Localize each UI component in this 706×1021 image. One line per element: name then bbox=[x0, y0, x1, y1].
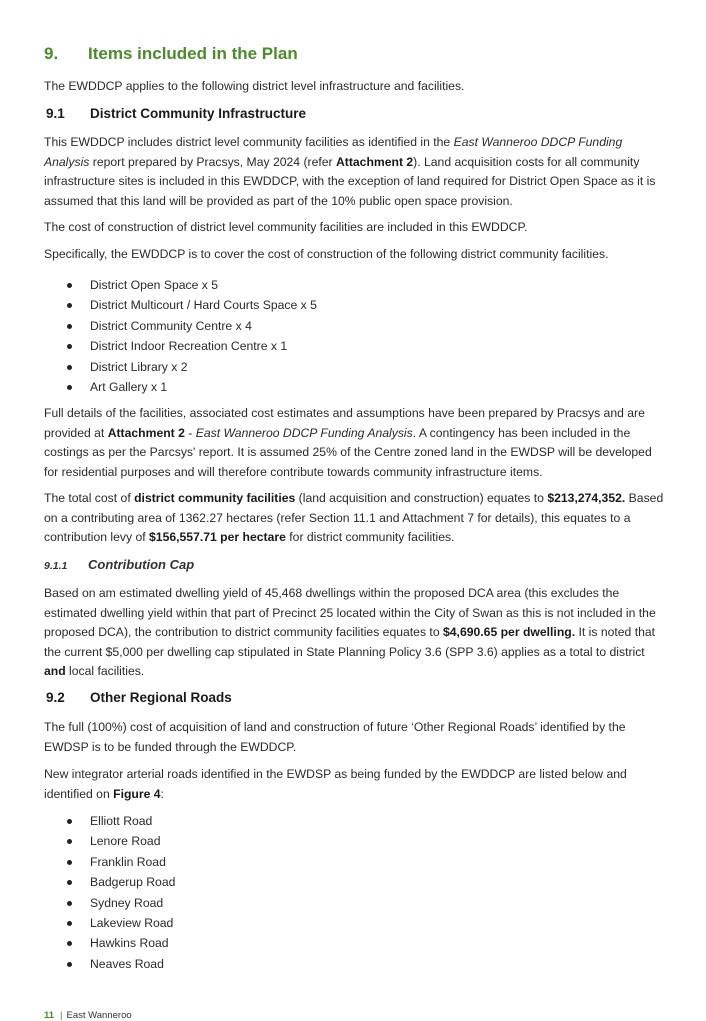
list-item-text: Lakeview Road bbox=[90, 915, 174, 930]
paragraph-contribution-cap bbox=[44, 584, 666, 682]
figure-ref: Figure 4 bbox=[113, 786, 161, 801]
list-item-text: Elliott Road bbox=[90, 814, 153, 828]
list-item-text: Art Gallery x 1 bbox=[90, 379, 168, 394]
list-item bbox=[44, 893, 175, 913]
bullet-icon bbox=[67, 901, 72, 906]
bullet-icon bbox=[67, 283, 72, 288]
page-number: 11 bbox=[44, 1010, 55, 1021]
list-item bbox=[44, 316, 317, 336]
list-item-text: Badgerup Road bbox=[90, 875, 176, 890]
list-item bbox=[44, 275, 317, 295]
subsubsection-heading-9-1-1 bbox=[44, 557, 194, 572]
text-run: The total cost of bbox=[44, 491, 135, 505]
text-run: ). Land acquisition costs for all community infrastructure sites is included in this EWDDCP, with the exception of land required for District Open Space as it is assumed that this land will be provided as part of the 10% public open space provision. bbox=[44, 154, 656, 208]
list-item bbox=[44, 954, 175, 974]
text-run: This EWDDCP includes district level community facilities as identified in the bbox=[44, 135, 454, 149]
list-item bbox=[44, 852, 175, 872]
emphasis-text: and bbox=[44, 664, 66, 678]
bullet-icon bbox=[67, 344, 72, 349]
subsubsection-number: 9.1.1 bbox=[44, 560, 68, 572]
page-footer bbox=[44, 1010, 132, 1021]
section-number: 9. bbox=[44, 44, 59, 63]
bullet-icon bbox=[67, 819, 72, 824]
bullet-icon bbox=[67, 839, 72, 844]
footer-document-title: East Wanneroo bbox=[66, 1010, 132, 1021]
text-run: report prepared by Pracsys, May 2024 (refer bbox=[89, 154, 336, 169]
emphasis-text: district community facilities bbox=[134, 491, 296, 505]
list-item bbox=[44, 377, 317, 397]
list-item-text: District Open Space x 5 bbox=[90, 278, 219, 292]
list-item bbox=[44, 336, 317, 356]
text-run: for district community facilities. bbox=[285, 530, 455, 544]
bullet-icon bbox=[67, 880, 72, 885]
roads-list bbox=[44, 811, 175, 974]
paragraph-9-1-intro bbox=[44, 133, 666, 211]
text-run: (land acquisition and construction) equates to bbox=[295, 491, 548, 505]
list-item bbox=[44, 295, 317, 315]
list-item bbox=[44, 831, 175, 851]
list-item-text: Sydney Road bbox=[90, 895, 164, 910]
attachment-ref: Attachment 2 bbox=[335, 154, 414, 169]
list-item-text: Lenore Road bbox=[90, 834, 161, 849]
section-heading bbox=[44, 44, 298, 64]
report-title: East Wanneroo DDCP Funding Analysis bbox=[195, 425, 413, 440]
bullet-icon bbox=[67, 962, 72, 967]
text-run: Full details of the facilities, associated cost estimates and assumptions have been prepared by Pracsys and are provided at bbox=[44, 406, 645, 440]
bullet-icon bbox=[67, 921, 72, 926]
report-title: East Wanneroo DDCP Funding Analysis bbox=[44, 135, 623, 169]
attachment-ref: Attachment 2 bbox=[107, 425, 185, 440]
list-item bbox=[44, 872, 175, 892]
text-run: . A contingency has been included in the costings as per the Parcsys' report. It is assumed 25% of the Centre zoned land in the EWDSP will be developed for residential purposes and will therefore contribute towards community infrastructure items. bbox=[44, 425, 652, 479]
list-item-text: District Library x 2 bbox=[90, 359, 188, 374]
bullet-icon bbox=[67, 365, 72, 370]
section-title: Items included in the Plan bbox=[88, 44, 298, 63]
paragraph-full-details bbox=[44, 404, 666, 482]
text-run: New integrator arterial roads identified in the EWDSP as being funded by the EWDDCP are listed below and identified on bbox=[44, 767, 627, 801]
list-item-text: Neaves Road bbox=[90, 956, 164, 971]
paragraph-integrator-roads bbox=[44, 765, 666, 804]
subsection-heading-9-2 bbox=[46, 690, 232, 705]
list-item bbox=[44, 811, 175, 831]
text-run: - bbox=[184, 425, 196, 440]
paragraph-total-cost bbox=[44, 489, 666, 548]
text-run: local facilities. bbox=[65, 664, 145, 678]
paragraph-construction-cost: The cost of construction of district level community facilities are included in this EWDDCP. bbox=[44, 220, 528, 234]
paragraph-specifically: Specifically, the EWDDCP is to cover the cost of construction of the following district community facilities. bbox=[44, 247, 609, 261]
bullet-icon bbox=[67, 385, 72, 390]
list-item bbox=[44, 933, 175, 953]
text-run: It is noted that the current $5,000 per dwelling cap stipulated in State Planning Policy 3.6 (SPP 3.6) applies as a total to district bbox=[44, 625, 656, 659]
bullet-icon bbox=[67, 324, 72, 329]
list-item-text: District Indoor Recreation Centre x 1 bbox=[90, 339, 288, 354]
subsection-number: 9.1 bbox=[46, 106, 65, 121]
list-item-text: Hawkins Road bbox=[90, 936, 169, 951]
subsection-title: District Community Infrastructure bbox=[90, 106, 307, 121]
footer-separator: | bbox=[60, 1010, 63, 1021]
paragraph-regional-roads: The full (100%) cost of acquisition of land and construction of future ‘Other Regional Roads’ identified by the EWDSP is to be funded through the EWDDCP. bbox=[44, 720, 626, 754]
list-item-text: District Multicourt / Hard Courts Space x 5 bbox=[90, 298, 317, 313]
facilities-list bbox=[44, 275, 317, 397]
subsection-number: 9.2 bbox=[46, 690, 65, 705]
subsection-title: Other Regional Roads bbox=[90, 690, 232, 705]
bullet-icon bbox=[67, 303, 72, 308]
list-item-text: District Community Centre x 4 bbox=[90, 318, 252, 333]
text-run: Based on am estimated dwelling yield of 45,468 dwellings within the proposed DCA area (this excludes the estimated dwelling yield within that part of Precinct 25 located within the City of Swan as this is not included in the proposed DCA), the contribution to district community facilities equates to bbox=[44, 586, 656, 639]
subsubsection-title: Contribution Cap bbox=[88, 557, 195, 572]
text-run: : bbox=[160, 786, 164, 801]
bullet-icon bbox=[67, 941, 72, 946]
per-dwelling-value: $4,690.65 per dwelling. bbox=[443, 625, 576, 639]
list-item bbox=[44, 913, 175, 933]
text-run: Based on a contributing area of 1362.27 hectares (refer Section 11.1 and Attachment 7 for details), this equates to a contribution levy of bbox=[44, 491, 664, 544]
section-intro: The EWDDCP applies to the following district level infrastructure and facilities. bbox=[44, 79, 465, 93]
bullet-icon bbox=[67, 860, 72, 865]
subsection-heading-9-1 bbox=[46, 106, 306, 121]
levy-per-hectare: $156,557.71 per hectare bbox=[149, 530, 286, 544]
list-item bbox=[44, 357, 317, 377]
total-cost-value: $213,274,352. bbox=[547, 491, 626, 505]
list-item-text: Franklin Road bbox=[90, 854, 166, 869]
